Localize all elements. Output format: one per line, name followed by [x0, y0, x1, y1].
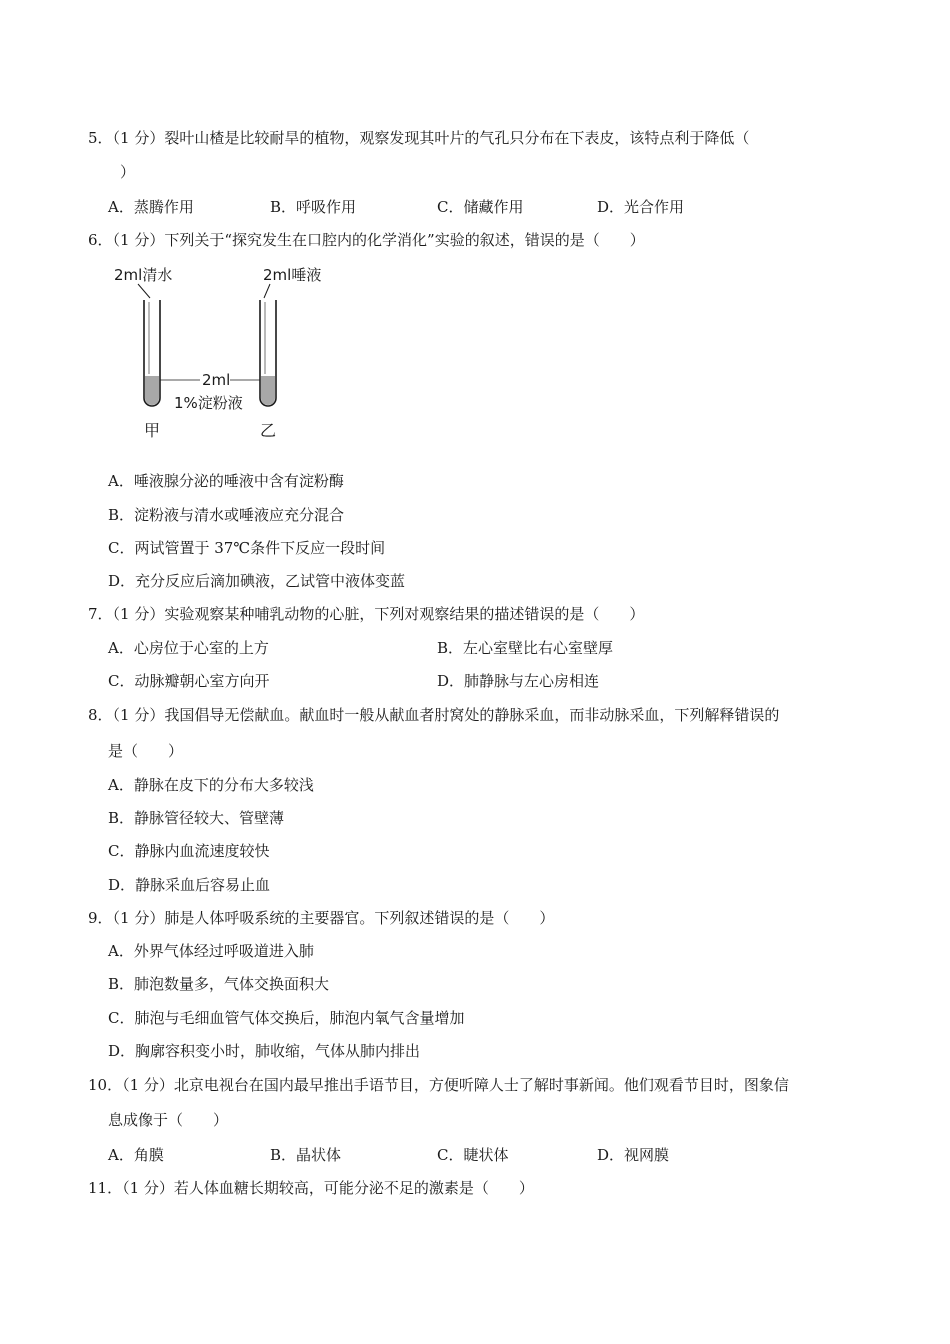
option-b: B．肺泡数量多，气体交换面积大: [108, 975, 330, 993]
question-7: [88, 604, 644, 624]
option-b: B．左心室壁比右心室壁厚: [437, 639, 614, 657]
option-c: C．储藏作用: [437, 198, 524, 216]
tube-a: [144, 300, 160, 406]
option-c: C．动脉瓣朝心室方向开: [108, 672, 270, 690]
tube-b-top-label: 2ml唾液: [263, 266, 322, 284]
tube-b-arrow: [264, 284, 270, 298]
question-11: [88, 1178, 534, 1198]
tube-b: [260, 300, 276, 406]
question-score: （1 分）: [112, 706, 165, 724]
question-number: 10．: [88, 1076, 123, 1094]
question-score: （1 分）: [112, 909, 165, 927]
question-10: [88, 1075, 789, 1095]
question-score: （1 分）: [112, 605, 165, 623]
question-stem: 若人体血糖长期较高，可能分泌不足的激素是（ ）: [173, 1179, 534, 1197]
tube-b-name: 乙: [260, 421, 277, 440]
question-9: [88, 908, 554, 928]
option-b: B．呼吸作用: [270, 198, 357, 216]
test-tube-figure: [110, 262, 322, 442]
question-stem: 肺是人体呼吸系统的主要器官。下列叙述错误的是（ ）: [164, 909, 555, 927]
option-c: C．睫状体: [437, 1146, 509, 1164]
option-d: D．视网膜: [597, 1146, 670, 1164]
question-stem: 我国倡导无偿献血。献血时一般从献血者肘窝处的静脉采血，而非动脉采血，下列解释错误的: [164, 706, 780, 724]
question-number: 9．: [88, 909, 113, 927]
option-a: A．蒸腾作用: [108, 198, 194, 216]
question-score: （1 分）: [112, 231, 165, 249]
option-c: C．两试管置于 37℃条件下反应一段时间: [108, 539, 386, 557]
question-6: [88, 230, 645, 250]
question-score: （1 分）: [122, 1076, 174, 1094]
question-stem: 北京电视台在国内最早推出手语节目，方便听障人士了解时事新闻。他们观看节目时，图象信: [173, 1076, 789, 1094]
question-stem-continued: 是（ ）: [108, 742, 184, 760]
question-5: [88, 128, 749, 148]
option-d: D．肺静脉与左心房相连: [437, 672, 600, 690]
starch-label: 1%淀粉液: [174, 394, 243, 412]
tube-b-liquid: [261, 376, 275, 405]
option-d: D．胸廓容积变小时，肺收缩，气体从肺内排出: [108, 1042, 421, 1060]
question-stem-continued: ）: [120, 163, 136, 181]
option-a: A．外界气体经过呼吸道进入肺: [108, 942, 314, 960]
question-score: （1 分）: [112, 129, 165, 147]
question-number: 6．: [88, 231, 113, 249]
option-a: A．静脉在皮下的分布大多较浅: [108, 776, 314, 794]
option-d: D．静脉采血后容易止血: [108, 876, 271, 894]
option-c: C．肺泡与毛细血管气体交换后，肺泡内氧气含量增加: [108, 1009, 465, 1027]
option-a: A．角膜: [108, 1146, 164, 1164]
option-a: A．唾液腺分泌的唾液中含有淀粉酶: [108, 472, 344, 490]
question-number: 5．: [88, 129, 113, 147]
question-stem-continued: 息成像于（ ）: [108, 1111, 229, 1129]
question-stem: 下列关于“探究发生在口腔内的化学消化”实验的叙述，错误的是（ ）: [164, 231, 645, 249]
tube-a-liquid: [145, 376, 159, 405]
option-d: D．光合作用: [597, 198, 685, 216]
question-stem: 实验观察某种哺乳动物的心脏，下列对观察结果的描述错误的是（ ）: [164, 605, 645, 623]
question-number: 7．: [88, 605, 113, 623]
tube-a-top-label: 2ml清水: [114, 266, 173, 284]
option-c: C．静脉内血流速度较快: [108, 842, 270, 860]
option-b: B．晶状体: [270, 1146, 342, 1164]
tube-a-arrow: [138, 284, 150, 298]
option-b: B．静脉管径较大、管壁薄: [108, 809, 285, 827]
volume-label: 2ml: [202, 371, 231, 389]
question-number: 11．: [88, 1179, 123, 1197]
question-stem: 裂叶山楂是比较耐旱的植物，观察发现其叶片的气孔只分布在下表皮，该特点利于降低（: [164, 129, 750, 147]
option-b: B．淀粉液与清水或唾液应充分混合: [108, 506, 345, 524]
option-d: D．充分反应后滴加碘液，乙试管中液体变蓝: [108, 572, 406, 590]
question-score: （1 分）: [122, 1179, 174, 1197]
option-a: A．心房位于心室的上方: [108, 639, 269, 657]
tube-a-name: 甲: [144, 421, 161, 440]
question-number: 8．: [88, 706, 113, 724]
question-8: [88, 705, 779, 725]
